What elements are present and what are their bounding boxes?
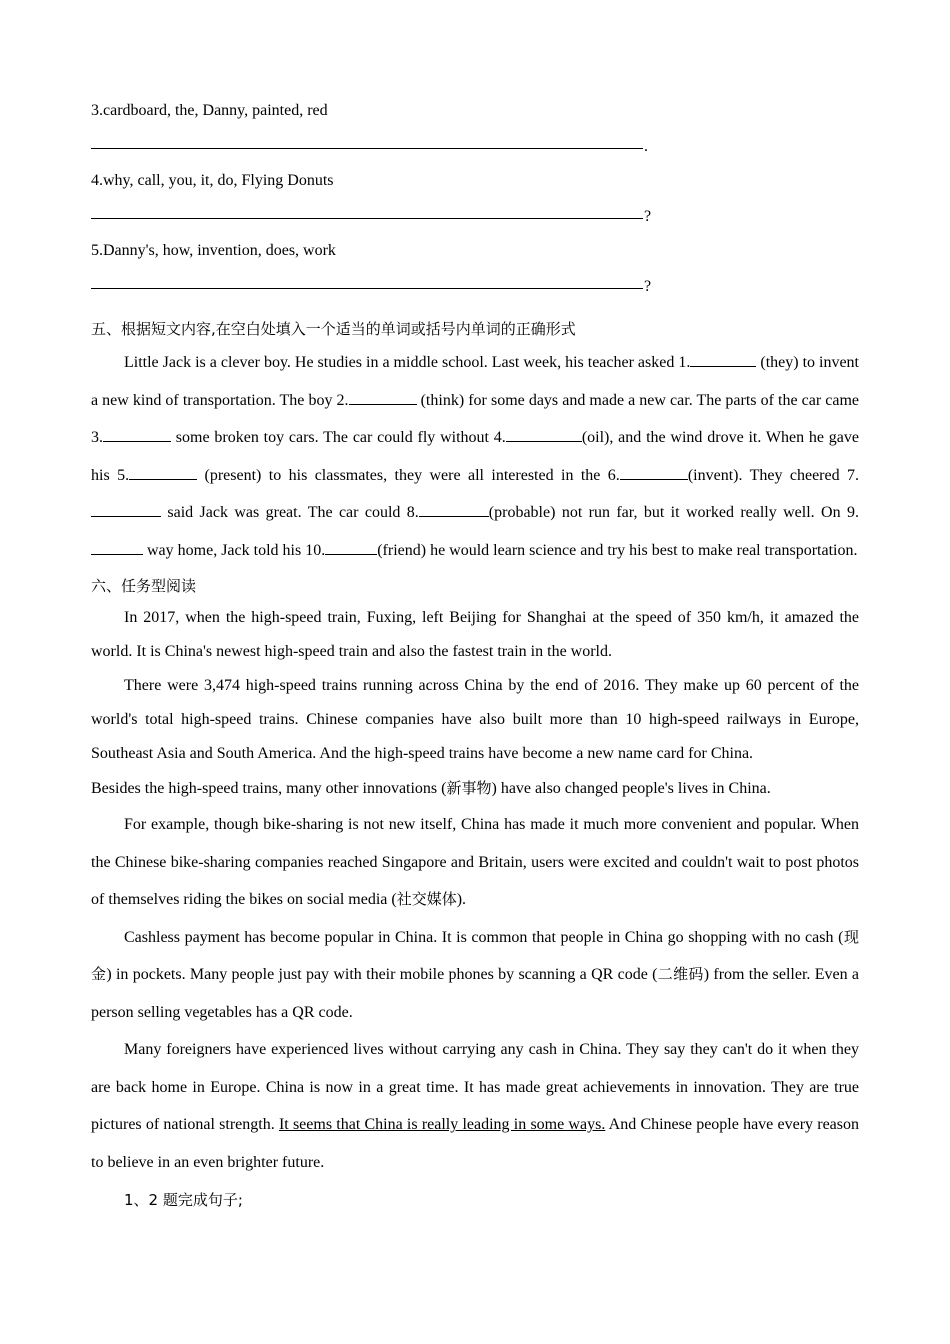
reading-paragraph-2: There were 3,474 high-speed trains running across China by the end of 2016. They make up 60 percent of the world's total high-speed trains. Chinese companies have also built more than 10 high-speed railways in Europe, Southeast Asia and South America. And the high-speed trains have become a new name card for China.: [91, 677, 859, 762]
reading-paragraph-6: [91, 1031, 859, 1181]
reading-paragraph-3: [91, 771, 859, 806]
cloze-text: some broken toy cars. The car could fly without 4.: [171, 429, 506, 446]
answer-end-punct: ?: [644, 278, 652, 296]
answer-rule: [91, 218, 643, 219]
question-3-prompt: 3.cardboard, the, Danny, painted, red: [91, 102, 328, 119]
cloze-text: said Jack was great. The car could 8.: [161, 504, 419, 521]
answer-rule: [91, 148, 643, 149]
text-segment: Cashless payment has become popular in China. It is common that people in China go shopping with no cash (: [124, 928, 844, 946]
underlined-sentence: It seems that China is really leading in some ways.: [278, 1116, 606, 1133]
section-6-title: 六、任务型阅读: [91, 577, 197, 595]
chinese-gloss: 社交媒体: [396, 890, 457, 908]
text-segment: ) in pockets. Many people just pay with their mobile phones by scanning a QR code (: [106, 966, 658, 983]
cloze-text: (they) to invent a new kind of transportation. The boy 2.: [91, 354, 860, 409]
cloze-text: (invent). They cheered 7.: [687, 466, 860, 484]
answer-rule: [91, 288, 643, 289]
task-instruction: 1、2 题完成句子;: [124, 1191, 243, 1209]
blank-3[interactable]: [103, 427, 171, 442]
answer-end-punct: ?: [644, 208, 652, 226]
reading-paragraph-1: In 2017, when the high-speed train, Fuxing, left Beijing for Shanghai at the speed of 350 km/h, it amazed the world. It is China's newest high-speed train and also the fastest train in the world.: [91, 609, 859, 660]
reading-paragraph-4: [91, 806, 859, 919]
blank-1[interactable]: [690, 352, 756, 367]
blank-6[interactable]: [620, 465, 688, 480]
cloze-text: (oil), and the wind drove it. When he gave his 5.: [91, 429, 860, 484]
text-segment: And Chinese people have every reason to believe in an even brighter future.: [91, 1116, 860, 1171]
question-4-answer-line[interactable]: [91, 194, 859, 238]
text-segment: ).: [456, 891, 467, 908]
blank-8[interactable]: [419, 502, 489, 517]
blank-2[interactable]: [349, 390, 417, 405]
question-5-answer-line[interactable]: [91, 264, 859, 308]
blank-10[interactable]: [325, 540, 377, 555]
chinese-gloss: 现金: [91, 927, 859, 983]
cloze-text: (probable) not run far, but it worked really well. On 9.: [488, 504, 859, 521]
text-segment: Many foreigners have experienced lives without carrying any cash in China. They say they can't do it when they are back home in Europe. China is now in a great time. It has made great achievements in innovation. They are true pictures of national strength.: [91, 1041, 859, 1133]
section-5-title: 五、根据短文内容,在空白处填入一个适当的单词或括号内单词的正确形式: [91, 320, 576, 338]
cloze-text: (present) to his classmates, they were all interested in the 6.: [197, 466, 620, 484]
worksheet-page: [91, 98, 859, 1217]
question-5-prompt: 5.Danny's, how, invention, does, work: [91, 242, 336, 259]
text-segment: ) from the seller. Even a person selling vegetables has a QR code.: [91, 966, 860, 1021]
reading-paragraph-5: [91, 919, 859, 1032]
cloze-text: (think) for some days and made a new car. The parts of the car came 3.: [91, 391, 859, 446]
chinese-gloss: 新事物: [446, 779, 492, 797]
blank-7[interactable]: [91, 502, 161, 517]
cloze-text: (friend) he would learn science and try his best to make real transportation.: [377, 541, 858, 559]
blank-5[interactable]: [129, 465, 197, 480]
cloze-text: Little Jack is a clever boy. He studies in a middle school. Last week, his teacher asked 1.: [124, 354, 691, 371]
text-segment: Besides the high-speed trains, many other innovations (: [91, 780, 447, 797]
text-segment: For example, though bike-sharing is not new itself, China has made it much more convenient and popular. When the Chinese bike-sharing companies reached Singapore and Britain, users were excited and couldn't wait to post photos of themselves riding the bikes on social media (: [91, 816, 859, 908]
blank-9[interactable]: [91, 540, 143, 555]
question-4-prompt: 4.why, call, you, it, do, Flying Donuts: [91, 172, 334, 189]
question-3-answer-line[interactable]: [91, 124, 859, 168]
cloze-passage: [91, 344, 859, 569]
blank-4[interactable]: [506, 427, 582, 442]
answer-end-punct: .: [644, 138, 648, 156]
cloze-text: way home, Jack told his 10.: [143, 541, 326, 559]
text-segment: ) have also changed people's lives in China.: [491, 780, 771, 797]
chinese-gloss: 二维码: [657, 965, 704, 983]
